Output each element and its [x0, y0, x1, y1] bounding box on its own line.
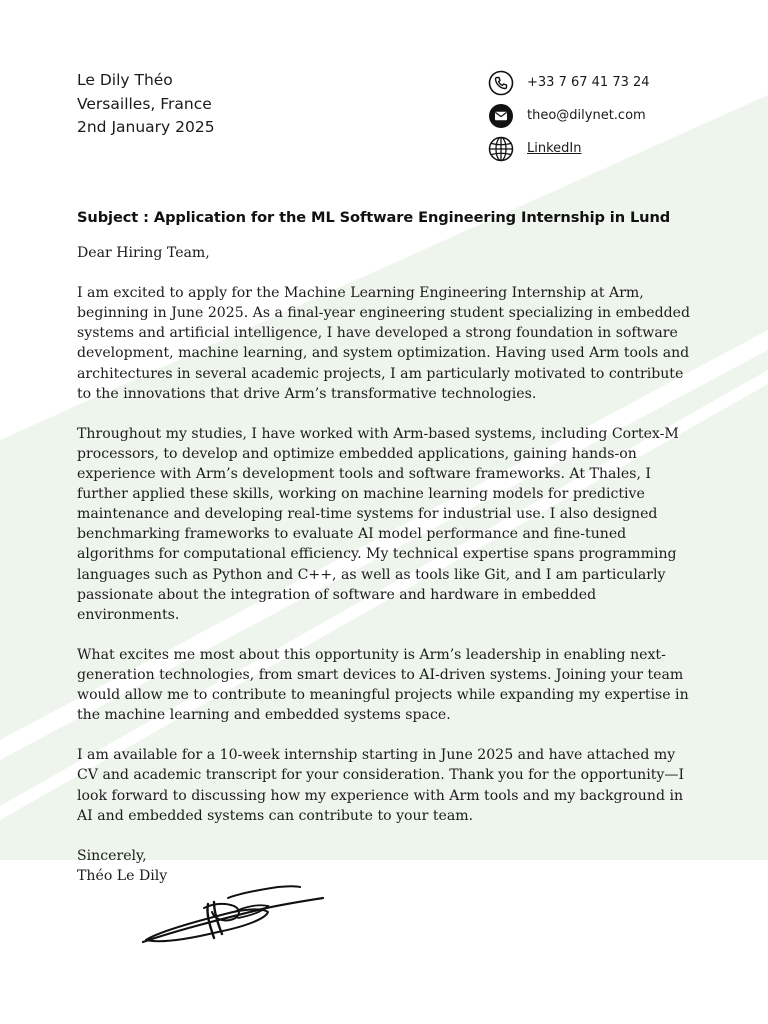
phone-number: +33 7 67 41 73 24: [527, 75, 650, 90]
closing: Sincerely,: [77, 847, 147, 864]
sender-block: [77, 69, 215, 140]
paragraph-1: I am excited to apply for the Machine Learning Engineering Internship at Arm, beginning in June 2025. As a final-year engineering student specializing in embedded systems and artificial intelligence, I have developed a strong foundation in software development, machine learning, and system optimization. Having used Arm tools and architectures in several academic projects, I am particularly motivated to contribute to the innovations that drive Arm’s transformative technologies.: [77, 285, 691, 402]
globe-icon: [488, 136, 514, 162]
subject-line: Subject : Application for the ML Software Engineering Internship in Lund: [77, 209, 671, 226]
signature: [138, 882, 330, 948]
sender-location: Versailles, France: [77, 94, 212, 113]
email-address[interactable]: theo@dilynet.com: [527, 108, 646, 123]
paragraph-3: What excites me most about this opportunity is Arm’s leadership in enabling next-generation technologies, from smart devices to AI-driven systems. Joining your team would allow me to contribute to meaningful projects while expanding my expertise in the machine learning and embedded systems space.: [77, 646, 689, 724]
paragraph-2: Throughout my studies, I have worked with Arm-based systems, including Cortex-M processors, to develop and optimize embedded applications, gaining hands-on experience with Arm’s development tools and software frameworks. At Thales, I further applied these skills, working on machine learning models for predictive maintenance and developing real-time systems for industrial use. I also designed benchmarking frameworks to evaluate AI model performance and fine-tuned algorithms for computational efficiency. My technical expertise spans programming languages such as Python and C++, as well as tools like Git, and I am particularly passionate about the integration of software and hardware in embedded environments.: [77, 425, 679, 623]
contact-phone: [488, 70, 650, 95]
linkedin-link[interactable]: LinkedIn: [527, 141, 582, 156]
paragraph-4: I am available for a 10-week internship starting in June 2025 and have attached my CV and academic transcript for your consideration. Thank you for the opportunity—I look forward to discussing how my experience with Arm tools and my background in AI and embedded systems can contribute to your team.: [77, 747, 685, 824]
greeting: Dear Hiring Team,: [77, 245, 210, 261]
phone-icon: [488, 70, 514, 96]
contact-block: [488, 70, 650, 169]
contact-linkedin: [488, 136, 650, 161]
sender-name: Le Dily Théo: [77, 71, 173, 89]
email-icon: [488, 103, 514, 129]
letter-body: [77, 243, 699, 886]
contact-email: [488, 103, 650, 128]
letter-date: 2nd January 2025: [77, 118, 215, 136]
signoff-name: Théo Le Dily: [77, 867, 168, 884]
